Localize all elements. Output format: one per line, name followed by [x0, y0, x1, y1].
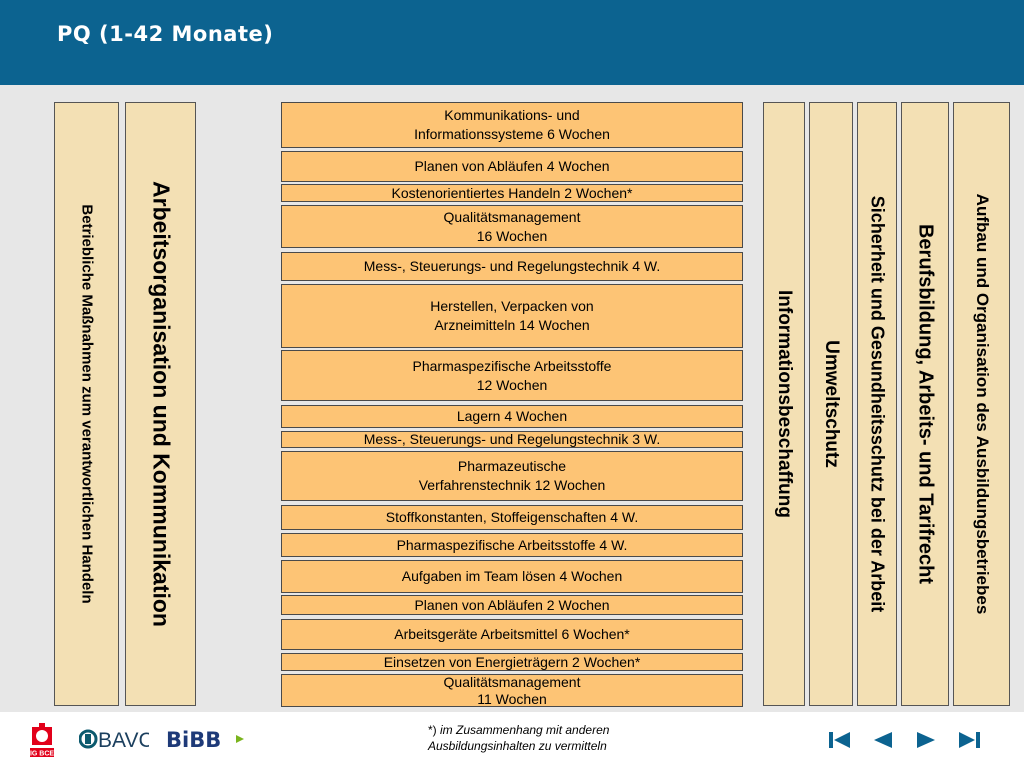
module-box: Qualitätsmanagement 16 Wochen — [281, 205, 743, 248]
module-box: Lagern 4 Wochen — [281, 405, 743, 428]
igbce-logo-text: IG BCE — [29, 750, 55, 758]
bibb-logo-text: BiBB — [166, 728, 222, 752]
left-column-work-organisation — [125, 102, 196, 706]
right-column-label: Sicherheit und Gesundheitsschutz bei der Arbeit — [867, 195, 888, 613]
right-column-environment — [809, 102, 853, 706]
right-column-label: Berufsbildung, Arbeits- und Tarifrecht — [914, 223, 937, 585]
right-column-safety — [857, 102, 897, 706]
left-column-responsible-action — [54, 102, 119, 706]
right-column-company-structure — [953, 102, 1010, 706]
module-box: Aufgaben im Team lösen 4 Wochen — [281, 560, 743, 593]
footnote — [428, 722, 609, 754]
previous-slide-icon — [869, 728, 897, 752]
module-box: Planen von Abläufen 2 Wochen — [281, 595, 743, 615]
module-box: Kommunikations- und Informationssysteme 6 Wochen — [281, 102, 743, 148]
module-box: Qualitätsmanagement 11 Wochen — [281, 674, 743, 707]
module-box: Pharmazeutische Verfahrenstechnik 12 Wochen — [281, 451, 743, 501]
right-column-label: Informationsbeschaffung — [774, 289, 795, 519]
right-column-information — [763, 102, 805, 706]
next-slide-icon — [912, 728, 940, 752]
bavc-logo — [79, 726, 149, 752]
module-box: Planen von Abläufen 4 Wochen — [281, 151, 743, 182]
bavc-logo-text: BAVC — [98, 729, 149, 752]
header-bar — [0, 0, 1024, 85]
right-column-label: Aufbau und Organisation des Ausbildungsbetriebes — [972, 193, 992, 615]
module-box: Stoffkonstanten, Stoffeigenschaften 4 W. — [281, 505, 743, 530]
module-box: Pharmaspezifische Arbeitsstoffe 12 Wochen — [281, 350, 743, 401]
first-slide-button[interactable] — [826, 728, 854, 752]
right-column-vocational-law — [901, 102, 949, 706]
previous-slide-button[interactable] — [869, 728, 897, 752]
left-column-label: Betriebliche Maßnahmen zum verantwortlichen Handeln — [78, 204, 95, 604]
last-slide-icon — [955, 728, 983, 752]
footnote-text: im Zusammenhang mit anderen Ausbildungsinhalten zu vermitteln — [428, 723, 610, 753]
module-box: Mess-, Steuerungs- und Regelungstechnik 3 W. — [281, 431, 743, 448]
module-box: Mess-, Steuerungs- und Regelungstechnik 4 W. — [281, 252, 743, 281]
right-column-label: Umweltschutz — [821, 340, 842, 468]
next-slide-button[interactable] — [912, 728, 940, 752]
module-box: Pharmaspezifische Arbeitsstoffe 4 W. — [281, 533, 743, 557]
module-box: Kostenorientiertes Handeln 2 Wochen* — [281, 184, 743, 202]
first-slide-icon — [826, 728, 854, 752]
module-box: Herstellen, Verpacken von Arzneimitteln 14 Wochen — [281, 284, 743, 348]
footnote-marker: *) — [428, 723, 437, 737]
last-slide-button[interactable] — [955, 728, 983, 752]
left-column-label: Arbeitsorganisation und Kommunikation — [148, 181, 174, 627]
module-box: Arbeitsgeräte Arbeitsmittel 6 Wochen* — [281, 619, 743, 650]
slide-title: PQ (1-42 Monate) — [57, 22, 274, 46]
igbce-logo — [27, 721, 57, 759]
bibb-logo — [166, 726, 246, 752]
module-box: Einsetzen von Energieträgern 2 Wochen* — [281, 653, 743, 671]
